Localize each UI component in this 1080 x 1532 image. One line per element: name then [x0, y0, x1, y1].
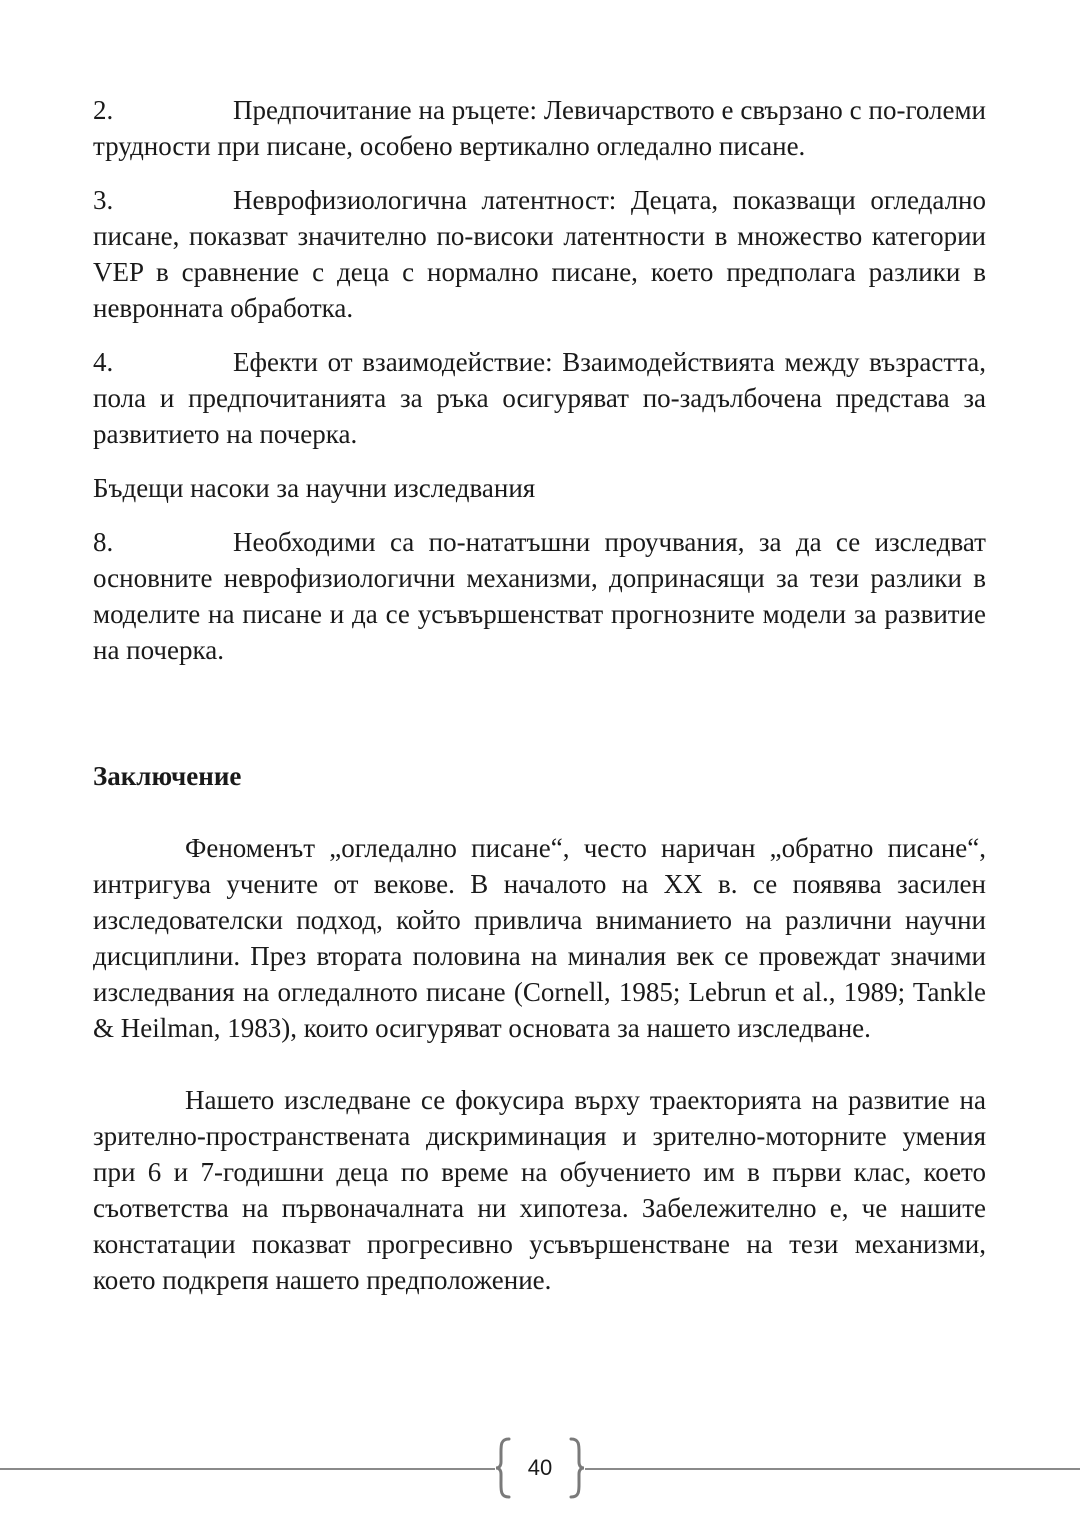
- list-item-8: [93, 524, 986, 668]
- list-item-text: Предпочитание на ръцете: Левичарството е свързано с по-големи трудности при писане, особено вертикално огледално писане.: [93, 95, 986, 161]
- page-footer: [0, 1440, 1080, 1496]
- footer-rule-left: [0, 1468, 495, 1470]
- future-research-heading: Бъдещи насоки за научни изследвания: [93, 473, 536, 503]
- list-item-text: Ефекти от взаимодействие: Взаимодействията между възрастта, пола и предпочитанията за ръка осигуряват по-задълбочена представа за развитието на почерка.: [93, 347, 986, 449]
- list-item-number: 4.: [93, 347, 114, 377]
- list-item-2: [93, 92, 986, 164]
- conclusion-heading: Заключение: [93, 761, 242, 791]
- page-number: 40: [527, 1455, 553, 1480]
- list-item-number: 8.: [93, 527, 114, 557]
- list-item-number: 3.: [93, 185, 114, 215]
- conclusion-paragraph-1: Феноменът „огледално писане“, често наричан „обратно писане“, интригува учените от векове. В началото на XX в. се появява засилен изследователски подход, който привлича вниманието на различни научни дисциплини. През втората половина на миналия век се провеждат значими изследвания на огледалното писане (Cornell, 1985; Lebrun et al., 1989; Tankle & Heilman, 1983), които осигуряват основата за нашето изследване.: [93, 833, 986, 1043]
- right-bracket-icon: [568, 1436, 586, 1500]
- list-item-3: [93, 182, 986, 326]
- list-item-4: [93, 344, 986, 452]
- footer-rule-right: [585, 1468, 1080, 1470]
- list-item-text: Неврофизиологична латентност: Децата, показващи огледално писане, показват значително по-високи латентности в множество категории VEP в сравнение с деца с нормално писане, което предполага разлики в невронната обработка.: [93, 185, 986, 323]
- page-content: [93, 92, 986, 1298]
- conclusion-paragraph-2: Нашето изследване се фокусира върху траекторията на развитие на зрително-пространствената дискриминация и зрително-моторните умения при 6 и 7-годишни деца по време на обучението им в първи клас, което съответства на първоначалната ни хипотеза. Забележително е, че нашите констатации показват прогресивно усъвършенстване на тези механизми, което подкрепя нашето предположение.: [93, 1085, 986, 1295]
- list-item-number: 2.: [93, 95, 114, 125]
- list-item-text: Необходими са по-нататъшни проучвания, за да се изследват основните неврофизиологични механизми, допринасящи за тези разлики в моделите на писане и да се усъвършенстват прогнозните модели за развитие на почерка.: [93, 527, 986, 665]
